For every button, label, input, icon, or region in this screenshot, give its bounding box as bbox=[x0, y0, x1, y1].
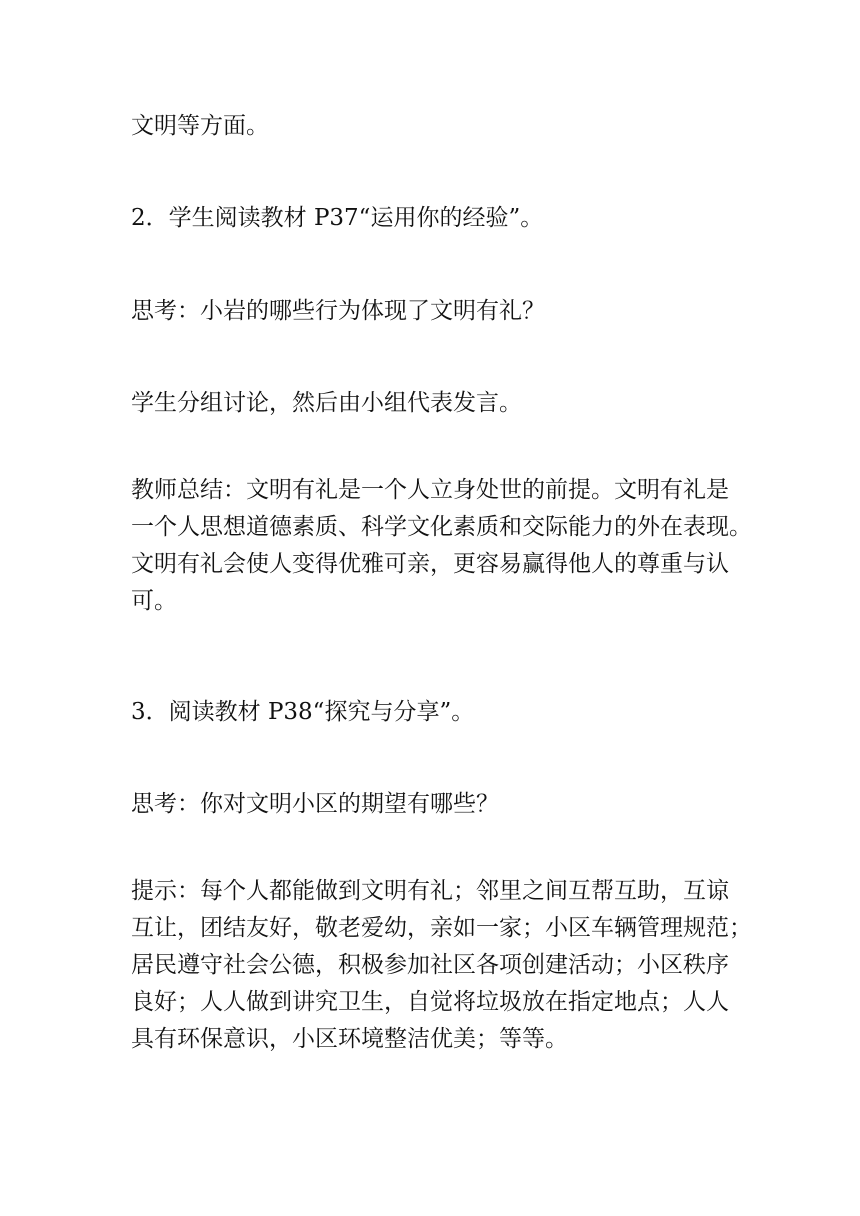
text-line: 3．阅读教材 P38“探究与分享”。 bbox=[131, 699, 475, 725]
paragraph-question-1 bbox=[131, 293, 751, 330]
text-line: 思考：你对文明小区的期望有哪些？ bbox=[131, 791, 499, 817]
text-line: 可。 bbox=[131, 588, 177, 614]
text-line: 文明等方面。 bbox=[131, 113, 269, 139]
text-line: 良好；人人做到讲究卫生，自觉将垃圾放在指定地点；人人 bbox=[131, 989, 729, 1015]
text-line: 文明有礼会使人变得优雅可亲，更容易赢得他人的尊重与认 bbox=[131, 551, 729, 577]
text-line: 学生分组讨论，然后由小组代表发言。 bbox=[131, 390, 522, 416]
paragraph-item-2 bbox=[131, 200, 751, 237]
paragraph-item-3 bbox=[131, 694, 751, 731]
text-line: 具有环保意识，小区环境整洁优美；等等。 bbox=[131, 1026, 568, 1052]
text-line: 一个人思想道德素质、科学文化素质和交际能力的外在表现。 bbox=[131, 514, 752, 540]
text-line: 2．学生阅读教材 P37“运用你的经验”。 bbox=[131, 205, 544, 231]
paragraph-discussion bbox=[131, 385, 751, 422]
paragraph-teacher-summary bbox=[131, 472, 751, 620]
paragraph-continuation bbox=[131, 108, 751, 145]
text-line: 提示：每个人都能做到文明有礼；邻里之间互帮互助，互谅 bbox=[131, 878, 729, 904]
paragraph-hint bbox=[131, 873, 751, 1058]
text-line: 互让，团结友好，敬老爱幼，亲如一家；小区车辆管理规范； bbox=[131, 915, 752, 941]
text-line: 思考：小岩的哪些行为体现了文明有礼？ bbox=[131, 298, 545, 324]
paragraph-question-2 bbox=[131, 786, 751, 823]
text-line: 居民遵守社会公德，积极参加社区各项创建活动；小区秩序 bbox=[131, 952, 729, 978]
text-line: 教师总结：文明有礼是一个人立身处世的前提。文明有礼是 bbox=[131, 477, 729, 503]
